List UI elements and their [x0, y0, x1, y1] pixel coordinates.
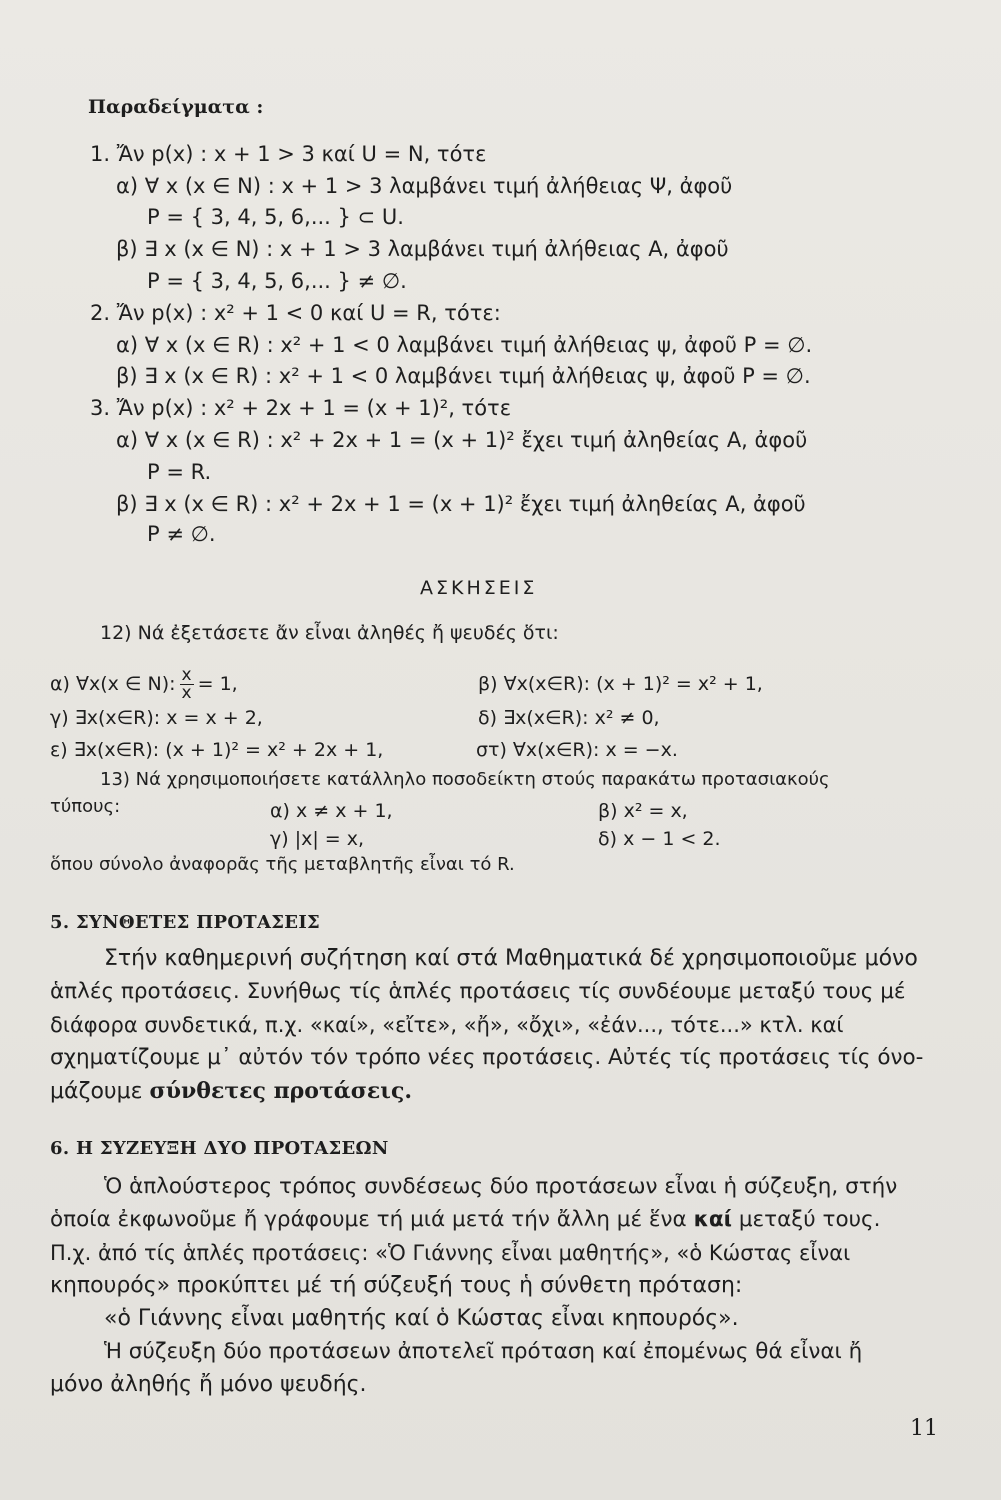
example-line: P = { 3, 4, 5, 6,... } ⊂ U.: [147, 205, 404, 229]
exercise-12-d: δ) ∃x(x∈R): x² ≠ 0,: [478, 707, 660, 729]
section-6-line2-suffix: μεταξύ τους.: [732, 1207, 881, 1232]
example-line: 2. Ἄν p(x) : x² + 1 < 0 καί U = R, τότε:: [90, 301, 501, 325]
exercise-13-b: β) x² = x,: [598, 800, 688, 822]
example-line: β) ∃ x (x ∈ R) : x² + 1 < 0 λαμβάνει τιμή ἀλήθειας ψ, ἀφοῦ P = ∅.: [116, 364, 811, 388]
example-line: α) ∀ x (x ∈ R) : x² + 2x + 1 = (x + 1)² ἔχει τιμή ἀληθείας Α, ἀφοῦ: [116, 428, 808, 452]
section-5-line-last: [50, 1078, 412, 1105]
section-5-heading: 5. ΣΥΝΘΕΤΕΣ ΠΡΟΤΑΣΕΙΣ: [50, 912, 321, 933]
fraction-denominator: x: [181, 683, 192, 703]
section-5-line: Στήν καθημερινή συζήτηση καί στά Μαθηματικά δέ χρησιμοποιοῦμε μόνο: [104, 946, 918, 971]
bold-term: καί: [693, 1207, 732, 1232]
example-line: α) ∀ x (x ∈ N) : x + 1 > 3 λαμβάνει τιμή ἀλήθειας Ψ, ἀφοῦ: [116, 174, 733, 198]
example-line: P = { 3, 4, 5, 6,... } ≠ ∅.: [147, 269, 407, 293]
section-5-line: διάφορα συνδετικά, π.χ. «καί», «εἴτε», «ἤ», «ὄχι», «ἐάν..., τότε...» κτλ. καί: [50, 1013, 844, 1037]
example-line: 1. Ἄν p(x) : x + 1 > 3 καί U = N, τότε: [90, 142, 487, 166]
section-6-line: [50, 1207, 881, 1233]
page-number: 11: [910, 1416, 938, 1441]
example-line: 3. Ἄν p(x) : x² + 2x + 1 = (x + 1)², τότε: [90, 396, 512, 420]
example-line: P ≠ ∅.: [147, 522, 216, 546]
section-5-line: ἁπλές προτάσεις. Συνήθως τίς ἁπλές προτάσεις τίς συνδέουμε μεταξύ τους μέ: [50, 979, 906, 1004]
examples-heading: Παραδείγματα :: [88, 96, 264, 118]
exercise-13-d: δ) x − 1 < 2.: [598, 828, 721, 850]
exercises-heading: ΑΣΚΗΣΕΙΣ: [420, 577, 538, 599]
fraction-numerator: x: [181, 665, 192, 685]
fraction: [180, 667, 194, 702]
exercise-13-prompt-cont: τύπους:: [50, 796, 121, 817]
exercise-13-a: α) x ≠ x + 1,: [270, 800, 393, 822]
section-5-line-last-prefix: μάζουμε: [50, 1079, 150, 1104]
exercise-12-e: ε) ∃x(x∈R): (x + 1)² = x² + 2x + 1,: [50, 739, 384, 761]
exercise-12-c: γ) ∃x(x∈R): x = x + 2,: [50, 707, 263, 729]
section-6-line: μόνο ἀληθής ἤ μόνο ψευδής.: [50, 1372, 367, 1397]
exercise-13-prompt: 13) Νά χρησιμοποιήσετε κατάλληλο ποσοδείκτη στούς παρακάτω προτασιακούς: [100, 769, 830, 790]
exercise-13-c: γ) |x| = x,: [270, 828, 365, 850]
exercise-13-note: ὅπου σύνολο ἀναφορᾶς τῆς μεταβλητῆς εἶναι τό R.: [50, 854, 515, 875]
section-6-heading: 6. Η ΣΥΖΕΥΞΗ ΔΥΟ ΠΡΟΤΑΣΕΩΝ: [50, 1138, 389, 1159]
section-5-line: σχηματίζουμε μ᾽ αὐτόν τόν τρόπο νέες προτάσεις. Αὐτές τίς προτάσεις τίς όνο-: [50, 1045, 924, 1070]
section-6-line: Π.χ. ἀπό τίς ἁπλές προτάσεις: «Ὁ Γιάννης εἶναι μαθητής», «ὁ Κώστας εἶναι: [50, 1241, 851, 1265]
section-6-line: Ὁ ἁπλούστερος τρόπος συνδέσεως δύο προτάσεων εἶναι ἡ σύζευξη, στήν: [104, 1174, 898, 1199]
bold-term: σύνθετες προτάσεις.: [149, 1078, 413, 1104]
section-6-line: «ὁ Γιάννης εἶναι μαθητής καί ὁ Κώστας εἶναι κηπουρός».: [104, 1306, 739, 1331]
exercise-12-prompt: 12) Νά ἐξετάσετε ἄν εἶναι ἀληθές ἤ ψευδές ὅτι:: [100, 622, 559, 644]
exercise-12-b: β) ∀x(x∈R): (x + 1)² = x² + 1,: [478, 673, 763, 695]
example-line: β) ∃ x (x ∈ R) : x² + 2x + 1 = (x + 1)² ἔχει τιμή ἀληθείας Α, ἀφοῦ: [116, 492, 806, 516]
exercise-12-a-prefix: α) ∀x(x ∈ N):: [50, 673, 176, 695]
section-6-line2-prefix: ὁποία ἐκφωνοῦμε ἤ γράφουμε τή μιά μετά τήν ἄλλη μέ ἕνα: [50, 1207, 694, 1232]
example-line: β) ∃ x (x ∈ N) : x + 1 > 3 λαμβάνει τιμή ἀλήθειας Α, ἀφοῦ: [116, 237, 729, 261]
section-6-line: κηπουρός» προκύπτει μέ τή σύζευξή τους ἡ σύνθετη πρόταση:: [50, 1273, 743, 1298]
example-line: P = R.: [147, 460, 212, 484]
example-line: α) ∀ x (x ∈ R) : x² + 1 < 0 λαμβάνει τιμή ἀλήθειας ψ, ἀφοῦ P = ∅.: [116, 333, 813, 357]
exercise-12-f: στ) ∀x(x∈R): x = −x.: [476, 739, 678, 761]
exercise-12-a: [50, 664, 238, 704]
exercise-12-a-suffix: = 1,: [197, 673, 238, 695]
section-6-line: Ἡ σύζευξη δύο προτάσεων ἀποτελεῖ πρόταση καί ἐπομένως θά εἶναι ἤ: [104, 1339, 863, 1364]
